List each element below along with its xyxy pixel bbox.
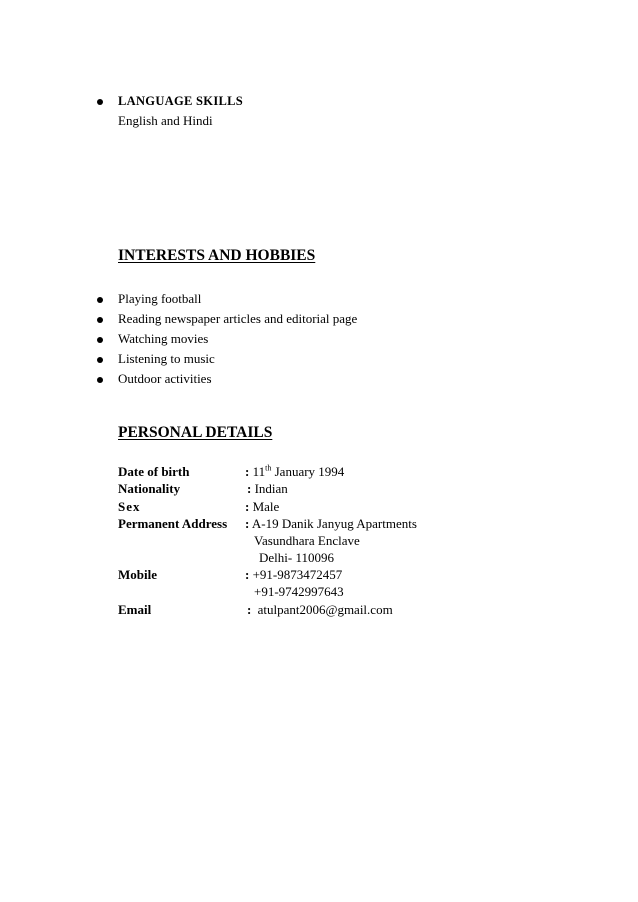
list-item: Outdoor activities <box>118 371 212 386</box>
nationality-value <box>247 481 288 497</box>
bullet-icon <box>97 99 103 105</box>
mobile-text-1: +91-9873472457 <box>252 567 343 582</box>
interests-heading: INTERESTS AND HOBBIES <box>118 247 316 264</box>
dob-day: 11 <box>252 464 266 479</box>
dob-suffix: th <box>265 463 272 473</box>
mobile-line-2: +91-9742997643 <box>254 584 344 599</box>
colon: : <box>247 602 252 617</box>
bullet-icon <box>97 357 103 363</box>
address-text-1: A-19 Danik Janyug Apartments <box>251 516 417 531</box>
colon: : <box>245 499 250 514</box>
address-label: Permanent Address <box>118 516 228 531</box>
email-value <box>247 602 393 618</box>
colon: : <box>245 567 250 582</box>
list-item: Playing football <box>118 291 202 306</box>
dob-label: Date of birth <box>118 464 190 479</box>
mobile-label: Mobile <box>118 567 157 582</box>
colon: : <box>247 481 252 496</box>
language-skills-heading: LANGUAGE SKILLS <box>118 94 244 108</box>
bullet-icon <box>97 297 103 303</box>
list-item: Listening to music <box>118 351 215 366</box>
sex-text: Male <box>252 499 280 514</box>
list-item: Watching movies <box>118 331 209 346</box>
email-label: Email <box>118 602 152 617</box>
sex-value <box>245 499 279 515</box>
bullet-icon <box>97 317 103 323</box>
nationality-label: Nationality <box>118 481 181 496</box>
dob-rest: January 1994 <box>271 464 345 479</box>
address-line-1 <box>245 516 417 532</box>
list-item: Reading newspaper articles and editorial page <box>118 311 358 326</box>
email-text: atulpant2006@gmail.com <box>257 602 393 617</box>
address-line-3: Delhi- 110096 <box>259 550 334 565</box>
mobile-line-1 <box>245 567 342 583</box>
language-skills-text: English and Hindi <box>118 113 213 128</box>
bullet-icon <box>97 377 103 383</box>
nationality-text: Indian <box>254 481 288 496</box>
personal-details-heading: PERSONAL DETAILS <box>118 424 273 441</box>
colon: : <box>245 464 250 479</box>
sex-label: Sex <box>118 499 141 514</box>
address-line-2: Vasundhara Enclave <box>254 533 360 548</box>
bullet-icon <box>97 337 103 343</box>
dob-value <box>245 464 344 480</box>
colon: : <box>245 516 250 531</box>
